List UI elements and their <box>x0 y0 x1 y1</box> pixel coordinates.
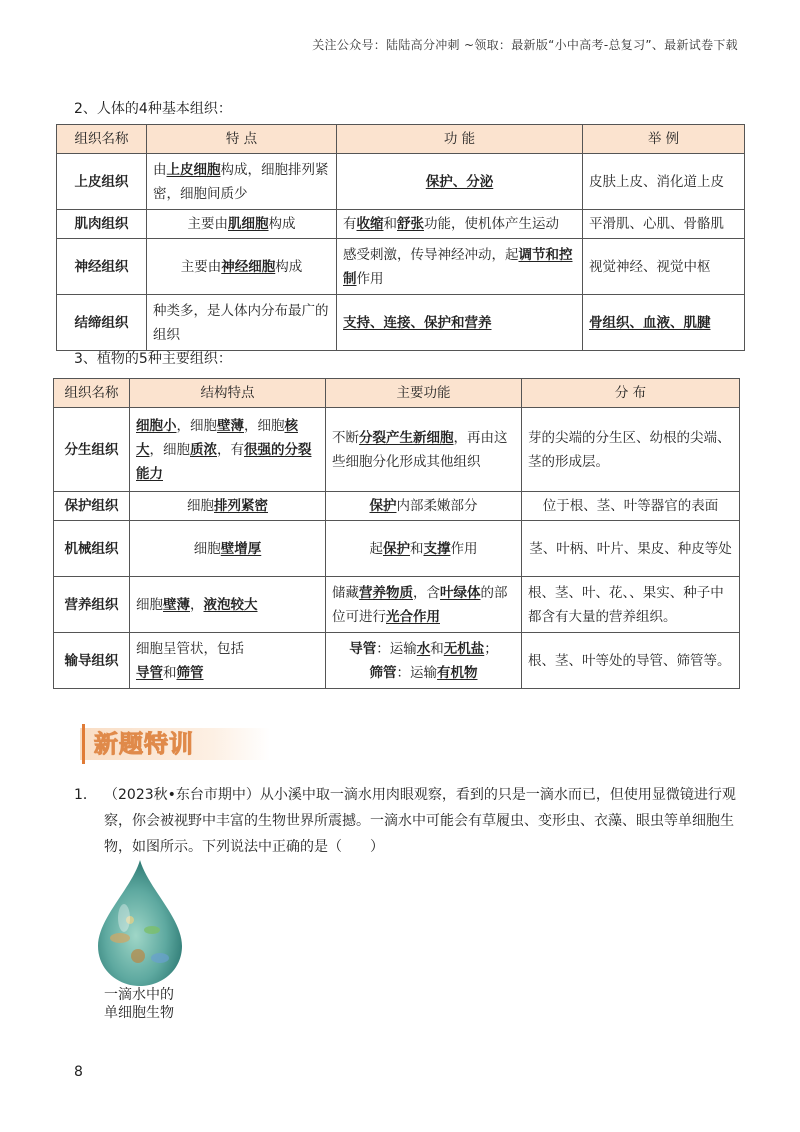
column-header: 组织名称 <box>57 125 147 154</box>
table-row <box>54 408 740 492</box>
tissue-feature: 主要由神经细胞构成 <box>147 239 337 295</box>
table-row <box>54 633 740 689</box>
tissue-name: 神经组织 <box>57 239 147 295</box>
tissue-feature: 种类多，是人体内分布最广的组织 <box>147 295 337 351</box>
question-text: （2023秋•东台市期中）从小溪中取一滴水用肉眼观察，看到的只是一滴水而已，但使用显微镜进行观察，你会被视野中丰富的生物世界所震撼。一滴水中可能会有草履虫、变形虫、衣藻、眼虫等单细胞生物，如图所示。下列说法中正确的是（ ） <box>104 787 736 855</box>
column-header: 举 例 <box>583 125 745 154</box>
tissue-feature: 细胞小，细胞壁薄，细胞核大，细胞质浓，有很强的分裂能力 <box>130 408 326 492</box>
banner-accent-bar <box>82 724 85 764</box>
table-row <box>54 577 740 633</box>
tissue-feature: 细胞呈管状，包括 导管和筛管 <box>130 633 326 689</box>
organism-shape <box>110 933 130 943</box>
tissue-distribution: 根、茎、叶、花、、果实、种子中都含有大量的营养组织。 <box>522 577 740 633</box>
animal-section-title: 2、人体的4种基本组织： <box>74 101 232 117</box>
column-header: 结构特点 <box>130 379 326 408</box>
tissue-function: 感受刺激，传导神经冲动，起调节和控制作用 <box>337 239 583 295</box>
banner-title: 新题特训 <box>94 730 194 758</box>
water-drop-illustration <box>90 858 200 998</box>
tissue-name: 上皮组织 <box>57 154 147 210</box>
column-header: 分 布 <box>522 379 740 408</box>
tissue-example: 视觉神经、视觉中枢 <box>583 239 745 295</box>
table-row <box>57 295 745 351</box>
tissue-distribution: 根、茎、叶等处的导管、筛管等。 <box>522 633 740 689</box>
tissue-feature: 细胞壁增厚 <box>130 521 326 577</box>
column-header: 功 能 <box>337 125 583 154</box>
tissue-distribution: 位于根、茎、叶等器官的表面 <box>522 492 740 521</box>
question-number: 1． <box>74 787 97 803</box>
tissue-name: 肌肉组织 <box>57 210 147 239</box>
tissue-example: 骨组织、血液、肌腱 <box>583 295 745 351</box>
tissue-function: 保护、分泌 <box>337 154 583 210</box>
table-header-row <box>54 379 740 408</box>
table-row <box>54 492 740 521</box>
tissue-feature: 细胞壁薄，液泡较大 <box>130 577 326 633</box>
table-row <box>57 154 745 210</box>
organism-shape <box>144 926 160 934</box>
water-drop-shape <box>98 860 182 986</box>
tissue-name: 保护组织 <box>54 492 130 521</box>
tissue-distribution: 芽的尖端的分生区、幼根的尖端、茎的形成层。 <box>522 408 740 492</box>
tissue-function: 储藏营养物质，含叶绿体的部位可进行光合作用 <box>326 577 522 633</box>
tissue-name: 结缔组织 <box>57 295 147 351</box>
tissue-example: 平滑肌、心肌、骨骼肌 <box>583 210 745 239</box>
page-number: 8 <box>74 1064 83 1080</box>
figure-caption <box>104 986 174 1022</box>
column-header: 特 点 <box>147 125 337 154</box>
animal-tissue-table <box>56 124 745 351</box>
table-row <box>57 210 745 239</box>
tissue-name: 分生组织 <box>54 408 130 492</box>
tissue-name: 输导组织 <box>54 633 130 689</box>
organism-shape <box>151 953 169 963</box>
tissue-function: 有收缩和舒张功能，使机体产生运动 <box>337 210 583 239</box>
page-header: 关注公众号：陆陆高分冲刺 ~领取：最新版“小中高考-总复习”、最新试卷下载 <box>312 38 738 52</box>
section-banner <box>80 720 280 764</box>
column-header: 组织名称 <box>54 379 130 408</box>
drop-highlight <box>118 904 130 932</box>
organism-shape <box>131 949 145 963</box>
plant-tissue-table <box>53 378 740 689</box>
table-row <box>57 239 745 295</box>
plant-section-title: 3、植物的5种主要组织： <box>74 351 232 367</box>
caption-line: 一滴水中的 <box>104 987 174 1003</box>
tissue-function: 起保护和支撑作用 <box>326 521 522 577</box>
tissue-feature: 由上皮细胞构成，细胞排列紧密，细胞间质少 <box>147 154 337 210</box>
question-1 <box>74 782 746 860</box>
caption-line: 单细胞生物 <box>104 1005 174 1021</box>
tissue-function: 保护内部柔嫩部分 <box>326 492 522 521</box>
tissue-feature: 主要由肌细胞构成 <box>147 210 337 239</box>
column-header: 主要功能 <box>326 379 522 408</box>
tissue-feature: 细胞排列紧密 <box>130 492 326 521</box>
tissue-function: 导管：运输水和无机盐； 筛管：运输有机物 <box>326 633 522 689</box>
tissue-distribution: 茎、叶柄、叶片、果皮、种皮等处 <box>522 521 740 577</box>
tissue-name: 机械组织 <box>54 521 130 577</box>
tissue-function: 不断分裂产生新细胞，再由这些细胞分化形成其他组织 <box>326 408 522 492</box>
table-row <box>54 521 740 577</box>
tissue-name: 营养组织 <box>54 577 130 633</box>
tissue-function: 支持、连接、保护和营养 <box>337 295 583 351</box>
table-header-row <box>57 125 745 154</box>
tissue-example: 皮肤上皮、消化道上皮 <box>583 154 745 210</box>
